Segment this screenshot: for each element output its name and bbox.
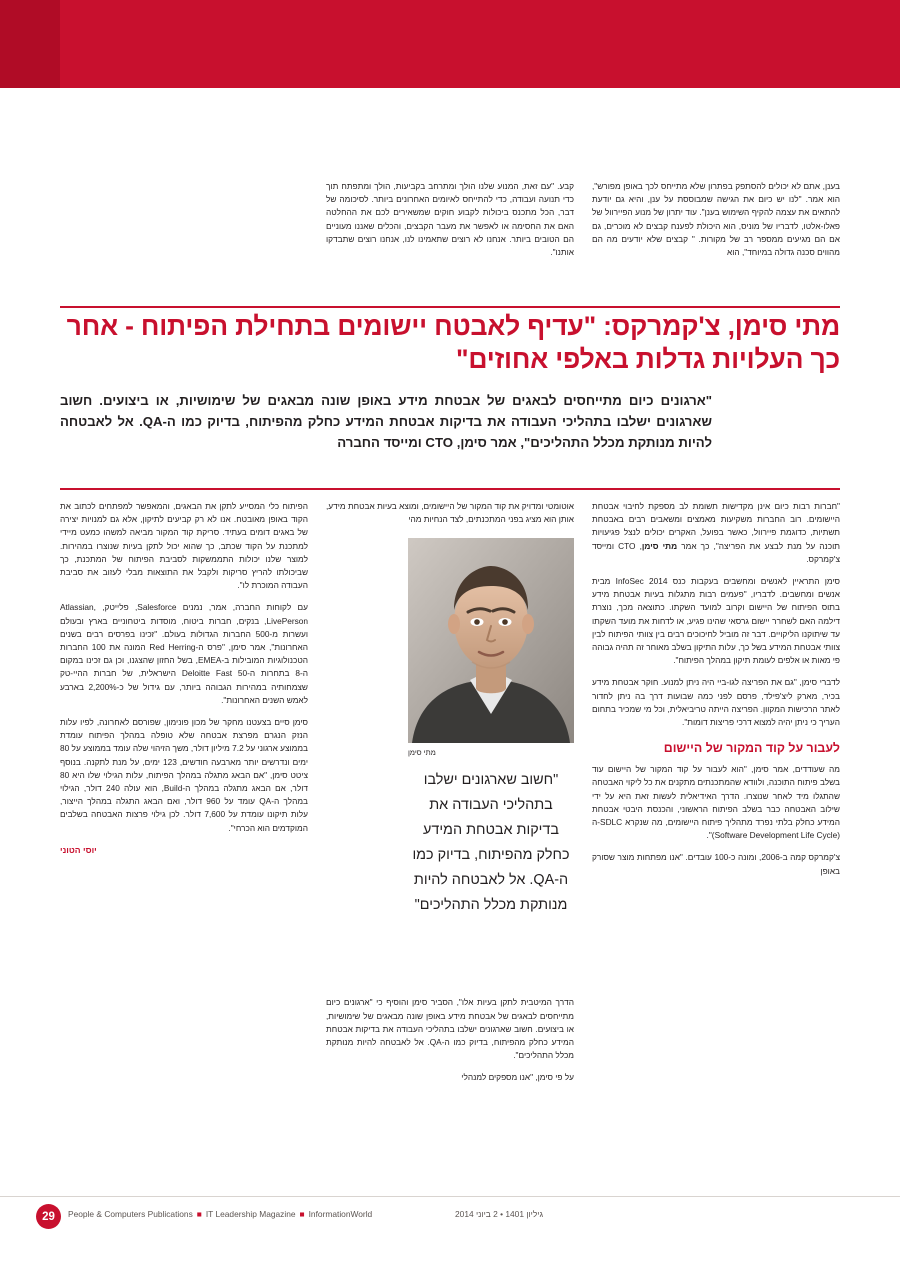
article-deck: "ארגונים כיום מתייחסים לבאגים של אבטחת מידע באופן שונה מבאגים של שימושיות, או ביצועים. חשוב שארגונים ישלבו בתהליכי העבודה את בדיקות אבטחת המידע כחלק מהפיתוח, בדיוק כמו ה-QA. אל לאבטחה להיות מנותקת מכלל התהליכים", אמר סימן, CTO ומייסד החברה xyxy=(60,393,712,450)
body-right-after-paragraphs xyxy=(592,763,840,878)
body-paragraph: אוטומטי ומדויק את קוד המקור של היישומים, ומוצא בעיות אבטחת מידע, אותן הוא מציג בפני המתכנתים, לצד הנחיות מהי xyxy=(326,501,574,525)
top-band-accent xyxy=(0,0,60,88)
article-byline: יוסי הטוני xyxy=(60,844,97,855)
footer-part-1: People & Computers Publications xyxy=(68,1209,193,1219)
body-middle-paragraphs xyxy=(326,500,574,526)
body-paragraph: לדברי סימן, "גם את הפריצה לגו-ביי היה ניתן למנוע. חוקר אבטחת מידע בכיר, מארק ליצ'פילד, פרסם לפני כמה שבועות דרך בה ניתן לחדור לאתר הרכישות המקוון. הפריצה הייתה טריביאלית, וכל מי שמכיר בתחום העריך כי ניתן יהיה למצוא דרכי פריצות דומות". xyxy=(592,677,840,728)
body-left-paragraphs xyxy=(60,500,308,835)
portrait-illustration xyxy=(408,538,574,743)
footer-publication-line xyxy=(68,1209,372,1219)
body-paragraph: צ'קמרקס קמה ב-2006, ומונה כ-100 עובדים. "אנו מפתחות מוצר שסורק באופן xyxy=(592,852,840,876)
body-subheading: לעבור על קוד המקור של היישום xyxy=(663,741,840,756)
page-footer xyxy=(0,1204,900,1244)
top-column-right: בענן, אתם לא יכולים להסתפק בפתרון שלא מתייחס לכך באופן מפורש", הוא אמר. "לנו יש כיום את הגישה שמבוססת על ענן, והיא גם יודעת להתאים את עצמה להקיף השימוש בענן". עוד יתרון של מנוע הפיירוול של פאלו-אלטו, לדבריו של מוניס, הוא היכולת לפענח קבצים לא מוכרים, גם אם הם מגיעים ממספר רב של מקורות. " קבצים שלא יודעים מה הם מהווים סכנה גדולה במיוחד", הוא xyxy=(592,181,840,258)
footer-divider xyxy=(0,1196,900,1197)
body-column-right xyxy=(592,500,840,887)
footer-part-2: IT Leadership Magazine xyxy=(205,1209,296,1219)
body-paragraph: על פי סימן, "אנו מספקים למנהלי xyxy=(461,1072,574,1083)
body-paragraph: סימן סיים בצעטנו מחקר של מכון פונימון, שפורסם לאחרונה, לפיו עלות הנזק הנגרם מפרצת אבטחה שלא טופלה במהלך הפיתוח עומדת בממוצע ארגוני על 7.2 מיליון דולר, משך הזיהוי שלה עומד בממוצע על 80 ימים ונדרשים יותר מארבעה חודשים, 123 ימים, על מנת לתקנה. בנוסף ציטט סימן, "אם הבאג מתגלה במהלך הפיתוח, עלות הגילוי שלו היא 80 דולר, אם הבאג מתגלה במהלך ה-Build, הוא עולה 240 דולר, הגילוי במהלך ה-QA עומד על 960 דולר, ואם הבאג התגלה במהלך הייצור, עלות תיקונו עומדת על 7,600 דולר. לכן גילוי פרצות האבטחה בשלבים המוקדמים הוא הכרחי". xyxy=(60,717,308,833)
body-paragraph: סימן התראיין לאנשים ומחשבים בעקבות כנס InfoSec 2014 מבית אנשים ומחשבים. לדבריו, "פעמים רבות מתגלות בעיות אבטחת מידע בתוס הפיתוח של היישום וקרוב למועד השקתו. כתוצאה מכך, נוצרת דילמה האם לשחרר יישום גרסאי שהינו פגיע, או לדחות את מועד השקתו עד שיתוקנו הליקויים. דבר זה מוביל לחיכוכים רבים בין צוותי הפיתוח לבין צוותי אבטחת המידע בשל כך, עלות התיקון בשלב מאוחר זה תהיה גבוהה פי מאות או אלפים לעומת תיקון במהלך הפיתוח". xyxy=(592,576,840,666)
pull-quote: "חשוב שארגונים ישלבו בתהליכי העבודה את בדיקות אבטחת המידע כחלק מהפיתוח, בדיוק כמו ה-QA. אל לאבטחה להיות מנותקת מכלל התהליכים" xyxy=(412,772,570,913)
body-paragraph: הפיתוח כלי המסייע לתקן את הבאגים, והמאפשר למפתחים לכתוב את הקוד באופן מאובטח. אנו לא רק קביעים לתיקון, אלא גם למנויות יצירה של באגים דומים בעתיד. סריקת קוד המקור מביאה למשהו כמעט מיידי למתכנת על הקוד שכתב, כך שהוא יכול לתקן בעיות שנוצרו במהירות. למוצר שלנו יכולות התממשקות לסביבת הפיתוח של המתכנת, כך שביכולתו להריץ סריקות ולקבל את התוצאות מבלי לעזוב את סביבת העבודה המוכרת לו". xyxy=(60,501,308,591)
body-paragraph: הדרך המיטבית לתקן בעיות אלו", הסביר סימן והוסיף כי "ארגונים כיום מתייחסים לבאגים של אבטחת מידע באופן שונה מבאגים של שימושיות, או ביצועים. חשוב שארגונים ישלבו בתהליכי העבודה את בדיקות אבטחת המידע כחלק מהפיתוח, בדיוק כמו ה-QA. אל לאבטחה להיות מנותקת מכלל התהליכים". xyxy=(326,997,575,1061)
body-paragraph: "חברות רבות כיום אינן מקדישות תשומת לב מספקת לחיבוי אבטחת היישומים. רוב החברות משקיעות מאמצים ומשאבים רבים באבטחת תשתיות, כדוגמת פיירוול, כאשר בפועל, האקרים יכולים לנצל פגיעויות תוכנה על מנת לבצע את הפריצה", כך אמר מתי סימן, CTO ומייסד צ'קמרקס. xyxy=(592,501,840,564)
footer-part-3: InformationWorld xyxy=(308,1209,373,1219)
page-number-badge: 29 xyxy=(36,1204,61,1229)
article-headline: מתי סימן, צ'קמרקס: "עדיף לאבטח יישומים בתחילת הפיתוח - אחר כך העלויות גדלות באלפי אחוזים" xyxy=(66,311,840,374)
body-column-left xyxy=(60,500,308,857)
top-continuation-columns xyxy=(60,180,840,298)
headline-bottom-rule xyxy=(60,488,840,490)
footer-separator-2: ■ xyxy=(299,1209,305,1219)
body-column-middle xyxy=(326,500,574,1094)
portrait-caption: מתי סימן xyxy=(408,748,436,757)
article-header xyxy=(60,310,840,453)
body-paragraph: מה שעודדים, אמר סימן, "הוא לעבור על קוד המקור של היישום עוד בשלב פיתוח התוכנה, ולוודא שהמתכנתים מתקנים את כל ליקוי האבטחה שהתגלו מיד לאחר שנוצרו. הדרך האידיאלית לעשות זאת היא על ידי שילוב האבטחה כבר בשלב הפיתוח הראשוני, והכנסת היבטי אבטחת המידע כחלק בלתי נפרד מתהליך פיתוח היישומים, מה שנקרא SDLC-ה (Software Development Life Cycle)". xyxy=(592,764,840,841)
headline-top-rule xyxy=(60,306,840,308)
top-column-middle: קבע. "עם זאת, המנוע שלנו הולך ומתרחב בקביעות, הולך ומתפתח תוך כדי תנועה ועבודה, כדי להתייחס לאיומים האחרונים ביותר. לסיכומה של דבר, הכל מתכנס ביכולות לקבוע חוקים שמשאירים לכם את ההחלטה האם את החסימה או לאפשר את מעבר הקבצים, והכלים שאננו מעוניים הם הטובים ביותר. אנחנו לא רוצים שתאמינו לנו, אנחנו רוצים שתבדקו אותנו". xyxy=(326,181,574,258)
top-red-band xyxy=(0,0,900,88)
body-right-paragraphs xyxy=(592,500,840,729)
body-paragraph: עם לקוחות החברה, אמר, נמנים Salesforce, פלייטק, Atlassian, LivePerson, בנקים, חברות ביטוח, מוסדות ביטחוניים בארץ ובעולם ועשרות מ-500 החברות הגדולות בעולם. "זכינו בפרסים רבים בשנים האחרונות", אמר סימן, "פרס ה-Red Herring המונה את 100 החברות הטכנולוגיות המובילות ב-EMEA, בשל החזון שהצגנו, וכן גם זכינו במקום ה-8 בתחרות ה-Deloitte Fast 50 הישראלית, של חברות ההיי-טק שצמחותיה במהירות הגבוהה ביותר, עם גידול של כ-2,200% בארבע לאמש השנים האחרונות". xyxy=(60,602,308,705)
footer-separator-1: ■ xyxy=(196,1209,202,1219)
footer-issue-line: גיליון 1401 • 2 ביוני 2014 xyxy=(455,1209,544,1219)
portrait-photo xyxy=(408,538,574,743)
body-middle-after-paragraphs xyxy=(326,996,574,1084)
article-body xyxy=(60,500,840,1150)
